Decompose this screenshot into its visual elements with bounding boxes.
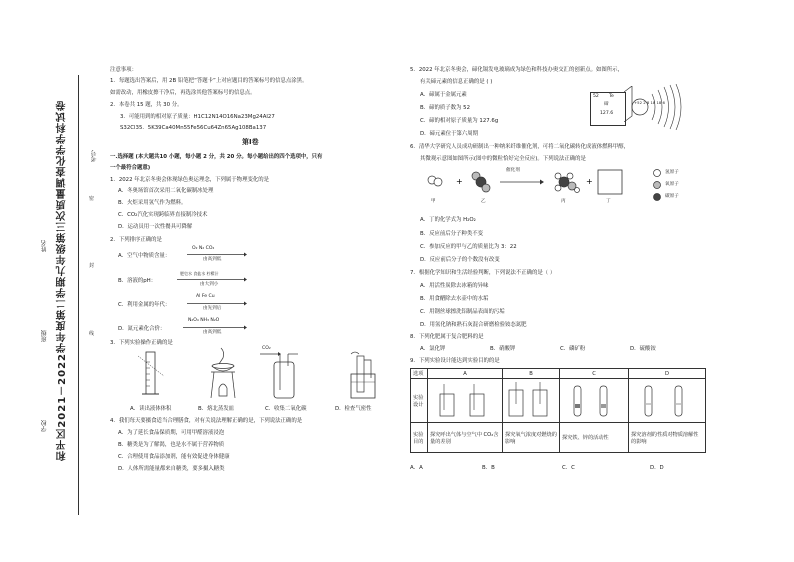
note-2: 2．本卷共 15 题，共 30 分。 (110, 102, 183, 108)
svg-text:+: + (586, 177, 593, 186)
element-cell (590, 92, 626, 126)
q2-option-d-label: D．氮元素化合价： (118, 326, 166, 332)
purpose-b: 探究氧气浓度对燃烧的影响 (503, 423, 560, 453)
q6-option-a: A．丁的化学式为 H₂O₂ (420, 217, 476, 223)
q5-option-b: B．碲的质子数为 52 (420, 105, 471, 111)
part1-intro-b: 一个最符合题意) (110, 165, 151, 171)
part1-intro-a: 一.选择题 (本大题共10 小题，每小题 2 分，共 20 分。每小题给出的四个选项中，只有 (110, 154, 323, 160)
section-title: 第Ⅰ卷 (242, 138, 259, 146)
q4-option-b: B．糖类是为了解渴，也是水不属于营养物质 (118, 442, 225, 448)
name-label: 姓名 (41, 240, 48, 252)
note-1b: 如需改动，用橡皮擦干净后，再选涂其他答案标号的信息点。 (110, 90, 256, 96)
design-d-tubes (631, 380, 699, 420)
legend-hydrogen: 氢原子 (665, 170, 679, 175)
seal-char-mi: 密 (89, 196, 95, 202)
atomic-structure-diagram (628, 84, 688, 130)
q7-option-b: B．用食醋除去水壶中的水垢 (420, 296, 489, 302)
q9-answer-d: D．D (650, 465, 664, 471)
purpose-d: 探究溶剂的性质对物质溶解性的影响 (629, 423, 706, 453)
gas-collection-bottle-figure (258, 352, 300, 402)
atom-legend-markers (652, 168, 662, 204)
q9-answer-b: B．B (482, 465, 495, 471)
q4-option-d: D．人体所需能量都来自糖类，要多摄入糖类 (118, 466, 225, 472)
class-label: 班级 (41, 330, 48, 342)
q8-stem: 8．下列化肥属于复合肥料的是 (410, 334, 484, 340)
seal-char-xian: 线 (89, 331, 95, 337)
q2-option-b-items: 肥皂水 食盐水 柠檬汁 (180, 271, 219, 276)
q4-stem: 4．我们每天要摄食适当合理膳食，对有关说法理解正确的是，下列说法正确的是 (110, 418, 303, 424)
q2-option-a-label: A．空气中物质含量： (118, 253, 171, 259)
design-a-bottles (430, 380, 496, 420)
q6-option-d: D．反应前后分子的个数没有改变 (420, 257, 500, 263)
q6-stem: 6．清华大学研究人员成功研制出一种纳米纤维催化剂，可将二氧化碳转化成液体燃料甲醇， (410, 144, 630, 150)
product-ding-label: 丁 (606, 199, 611, 204)
q7-option-a: A．用活性炭除去冰箱的异味 (420, 283, 489, 289)
reactant-yi-label: 乙 (481, 199, 486, 204)
q1-option-d: D．运动员用一次性餐具可降解 (118, 224, 193, 230)
q5-option-a: A．碲属于金属元素 (420, 92, 467, 98)
school-label: 学校 (41, 420, 48, 432)
q7-option-c: C．用钢丝球擦洗铝制品表面的污垢 (420, 309, 505, 315)
q6-stem-2: 其微观示意图如图所示(图中的微粒恰好完全反应)。下列说法正确的是 (420, 156, 586, 162)
q3-stem: 3．下列实验操作正确的是 (110, 340, 173, 346)
reactant-jia-label: 甲 (431, 199, 436, 204)
q2-option-a-items: O₂ N₂ CO₂ (192, 246, 215, 251)
design-figure-c (560, 379, 629, 423)
q1-option-b: B．火炬采用氢气作为燃料。 (118, 200, 187, 206)
table-header-a: A (428, 369, 503, 379)
q6-option-b: B．反应前后分子种类不变 (420, 231, 483, 237)
element-symbol: Te (609, 94, 614, 99)
notes-heading: 注意事项： (110, 67, 137, 73)
experiment-table (410, 368, 706, 453)
table-row-design-label: 实验设计 (411, 379, 428, 423)
table-header-d: D (629, 369, 706, 379)
note-3a: 3．可能用到的相对原子质量：H1C12N14O16Na23Mg24Al27 (120, 114, 275, 120)
design-figure-a (428, 379, 503, 423)
airtightness-test-figure (345, 348, 381, 400)
q2-option-c-label: C．利用金属的年代： (118, 302, 171, 308)
q4-option-a: A．为了延长食品保质期，可用甲醛溶液浸泡 (118, 430, 225, 436)
q5-option-c: C．碲的相对原子质量为 127.6g (420, 118, 499, 124)
q2-option-b-direction: 由大到小 (200, 282, 219, 287)
q3-option-a: A．读出液体体积 (130, 406, 172, 412)
design-figure-d (629, 379, 706, 423)
q2-option-d-direction: 由高到低 (203, 330, 222, 335)
q1-stem: 1．2022 年北京冬奥会体现绿色奥运理念，下列属于物理变化的是 (110, 177, 270, 183)
graduated-cylinder-figure (138, 348, 168, 400)
q2-option-c-direction: 由先到后 (203, 306, 222, 311)
q8-option-a: A．氯化钾 (420, 346, 446, 352)
q1-option-a: A．冬奥场馆首次采用二氧化碳制冰处理 (118, 188, 214, 194)
q5-option-d: D．碲元素位于第六周期 (420, 131, 479, 137)
co2-label: CO₂ (262, 346, 271, 351)
table-row-purpose-label: 实验目的 (411, 423, 428, 453)
q5-stem-2: 有关碲元素的信息正确的是 ( ) (420, 79, 493, 85)
q7-option-d: D．用氢化钠和熟石灰混合研磨检验铵态氮肥 (420, 322, 527, 328)
svg-text:+: + (456, 177, 463, 186)
element-name: 碲 (604, 102, 609, 107)
element-atomic-number: 52 (593, 94, 599, 99)
exam-title-vertical: 和平区2021－2022学年度第二学期九年级第三次质量调查化学学科试卷 (57, 100, 68, 461)
q2-option-a-direction: 由高到低 (203, 257, 222, 262)
element-mass: 127.6 (600, 111, 614, 116)
purpose-a: 探究呼出气体与空气中 CO₂含量的差别 (428, 423, 503, 453)
q3-option-b: B．熔北蒸发皿 (198, 406, 235, 412)
q5-stem: 5．2022 年北京冬奥会，碲化镉发电玻璃成为绿色和科技办奥交汇的创新点。如图所示， (410, 67, 623, 73)
q4-option-c: C．合理使用食品添加剂，能有效促进身体健康 (118, 454, 230, 460)
table-header-c: C (560, 369, 629, 379)
legend-oxygen: 氧原子 (665, 182, 679, 187)
product-bing-label: 丙 (561, 199, 566, 204)
q2-option-c-items: Al Fe Cu (196, 294, 215, 299)
table-header-option: 选项 (411, 369, 428, 379)
q8-option-d: D．硫酸铵 (630, 346, 656, 352)
q8-option-c: C．磷矿粉 (560, 346, 586, 352)
atomic-shell-numbers: +52 2 8 18 18 6 (634, 100, 665, 105)
reaction-diagram (418, 166, 638, 202)
q2-option-b-label: B．溶液的pH： (118, 278, 157, 284)
q1-option-c: C．CO₂汽化实现跨临界直接制冷技术 (118, 212, 208, 218)
q9-stem: 9．下列实验设计能达到实验目的的是 (410, 358, 500, 364)
q2-stem: 2．下列排序正确的是 (110, 237, 162, 243)
table-header-b: B (503, 369, 560, 379)
q3-option-c: C．收集二氧化碳 (265, 406, 307, 412)
catalyst-label: 催化剂 (506, 168, 520, 173)
q3-option-d: D．检查气密性 (335, 406, 372, 412)
purpose-c: 探究铁、锌的活动性 (560, 423, 629, 453)
note-3b: S32Cl35．5K39Ca40Mn55Fe56Cu64Zn65Ag108Ba137 (120, 125, 267, 131)
q8-option-b: B．硝酸钾 (490, 346, 516, 352)
design-b-jars (505, 380, 553, 420)
design-c-tubes (562, 380, 622, 420)
seal-char-feng: 封 (89, 263, 95, 269)
q9-answer-a: A．A (410, 465, 423, 471)
q7-stem: 7．根据化学知识和生活经验判断，下列说法不正确的是（ ） (410, 270, 556, 276)
exam-number-label: 考号 (91, 150, 98, 162)
legend-carbon: 碳原子 (665, 194, 679, 199)
q9-answer-c: C．C (562, 465, 575, 471)
q6-option-c: C．参加反应的甲与乙的质量比为 3：22 (420, 244, 517, 250)
design-figure-b (503, 379, 560, 423)
q2-option-d-items: N₂O₄ NH₃ N₂O (188, 318, 220, 323)
evaporating-dish-figure (205, 346, 241, 402)
note-1a: 1．每题选出答案后，用 2B 铅笔把“答题卡”上对应题目的答案标号的信息点涂黑。 (110, 78, 308, 84)
binding-line (78, 75, 79, 515)
